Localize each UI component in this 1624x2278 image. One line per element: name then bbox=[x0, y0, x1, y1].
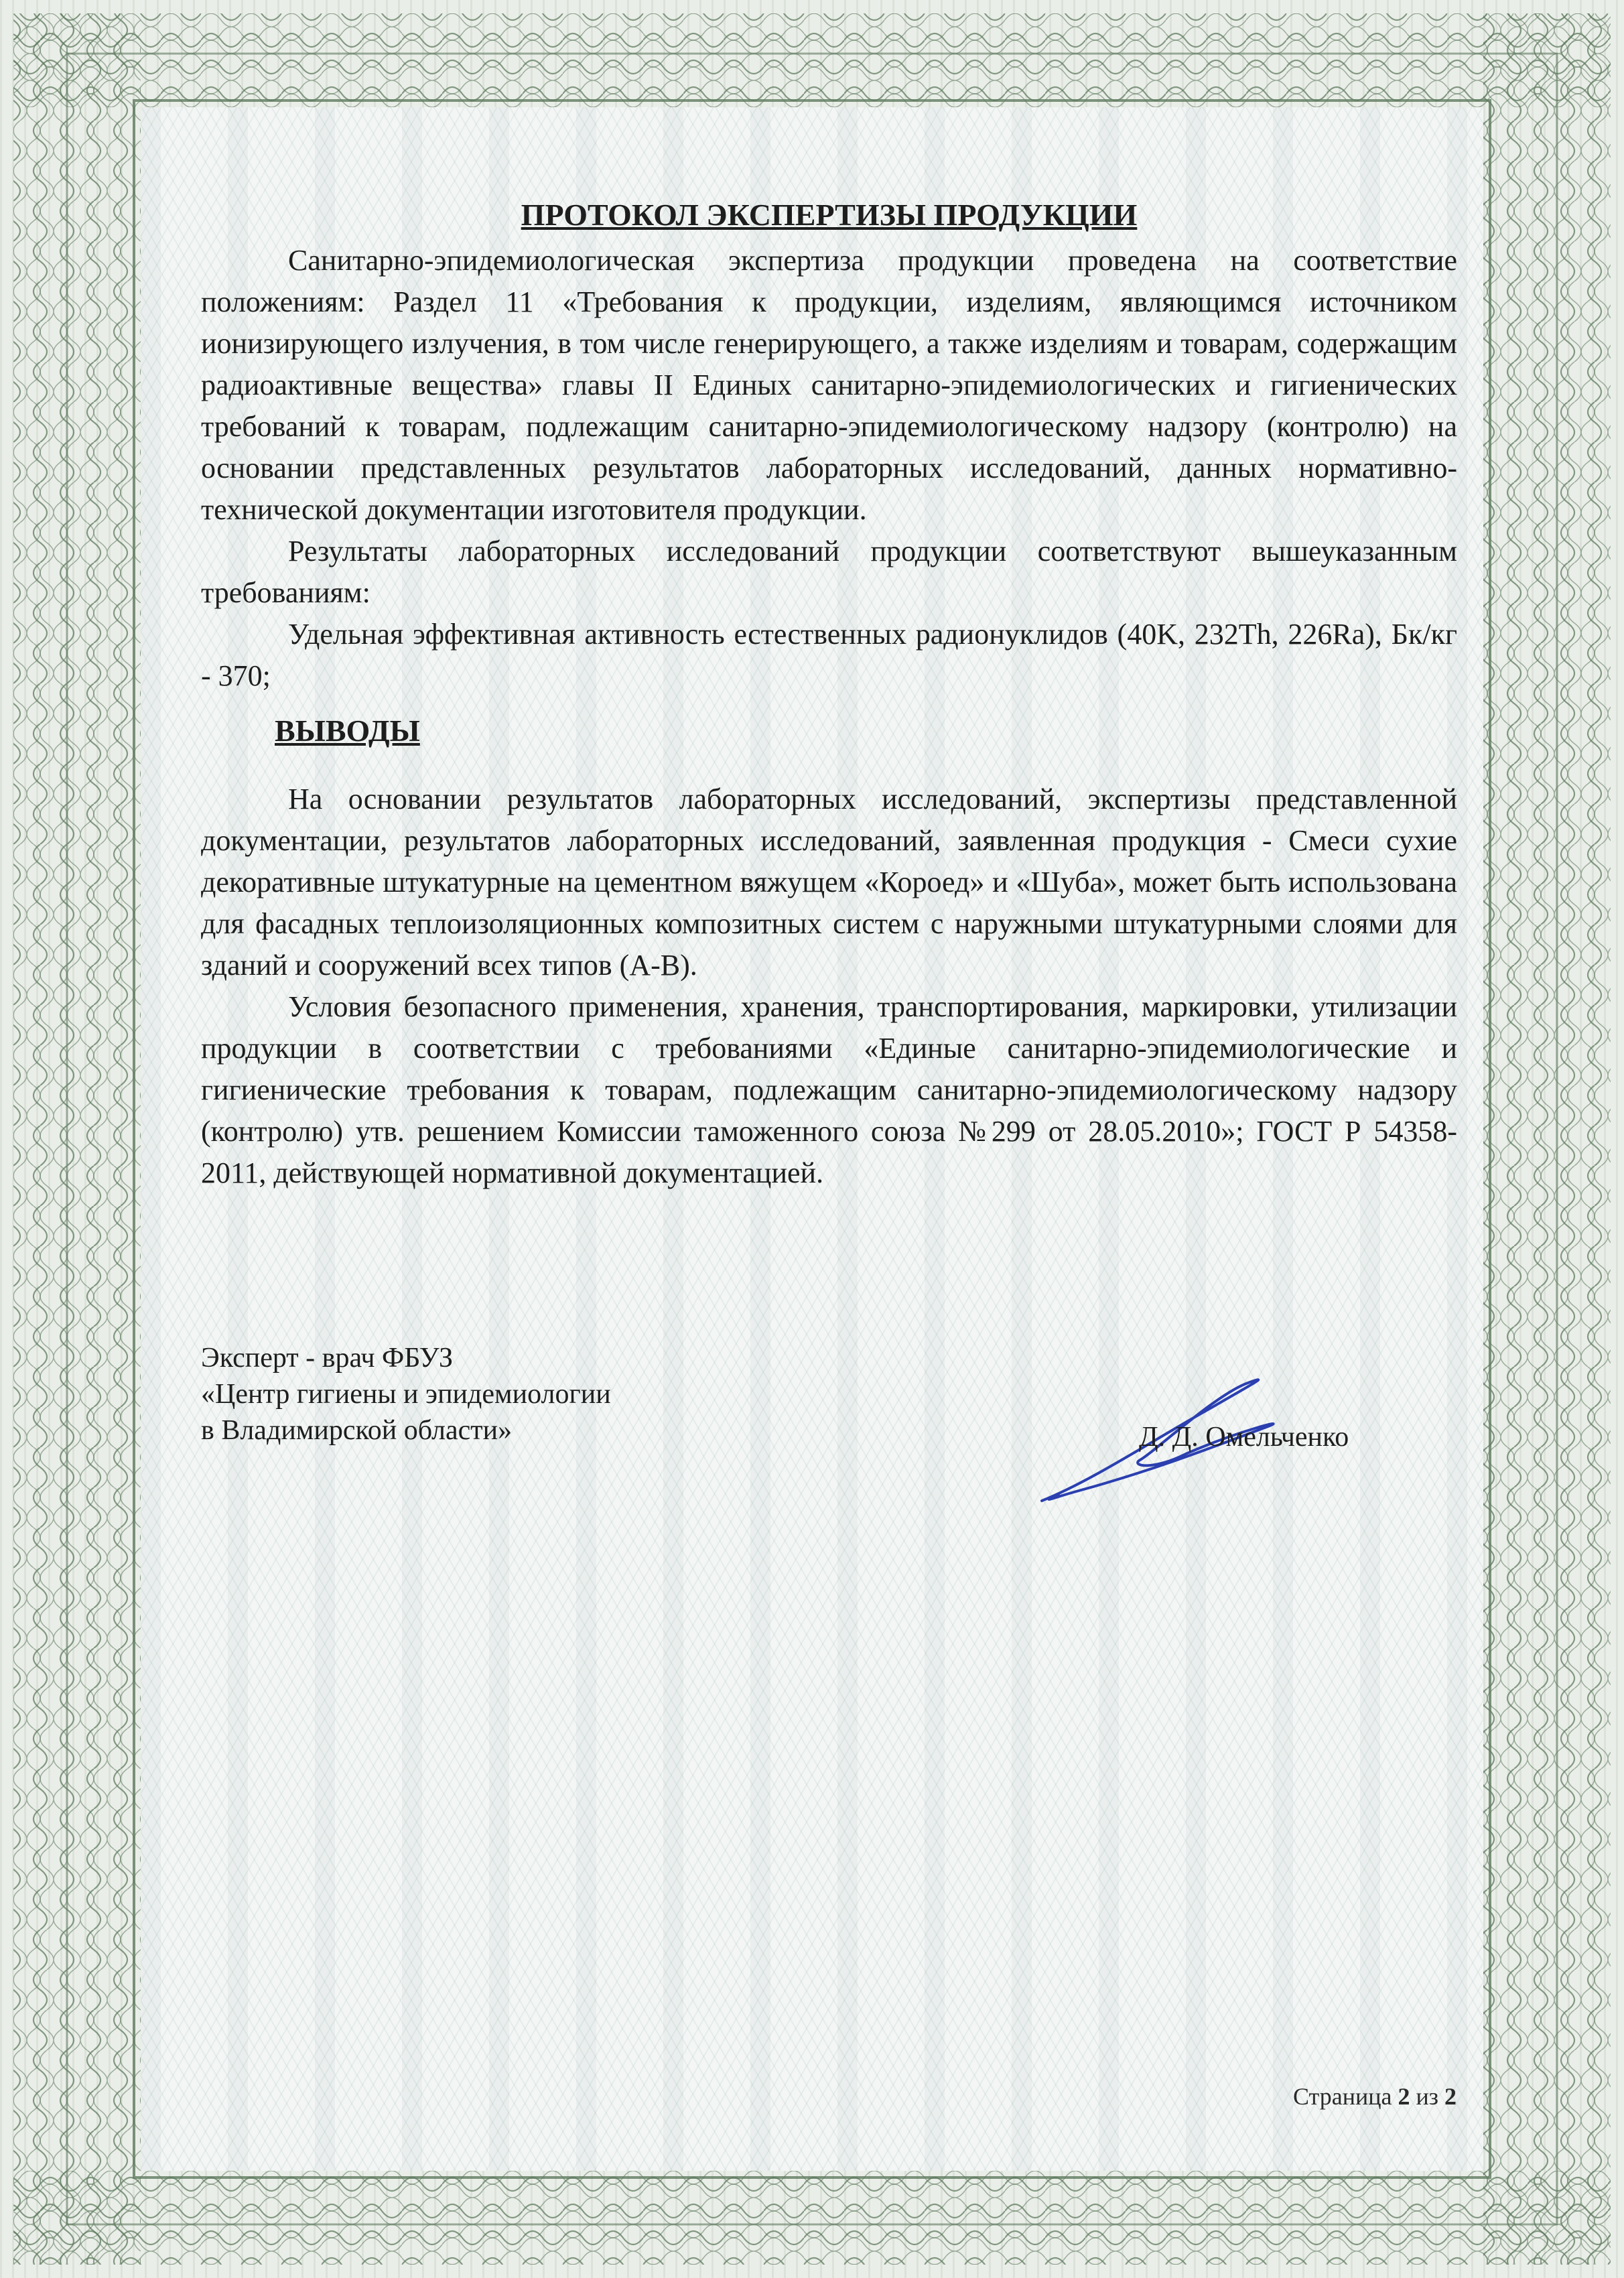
document-body bbox=[201, 194, 1457, 1194]
paragraph-3: Удельная эффективная активность естественных радионуклидов (40K, 232Th, 226Ra), Бк/кг - 370; bbox=[201, 618, 1457, 692]
page-of-label: из bbox=[1416, 2083, 1438, 2110]
paragraph-1: Санитарно-эпидемиологическая экспертиза продукции проведена на соответствие положениям: Раздел 11 «Требования к продукции, изделиям, являющимся источником ионизирующего излучения, в том числе генерирующего, а также изделиям и товарам, содержащим радиоактивные вещества» главы II Единых санитарно-эпидемиологических и гигиенических требований к товарам, подлежащим санитарно-эпидемиологическому надзору (контролю) на основании представленных результатов лабораторных исследований, данных нормативно-технической документации изготовителя продукции. bbox=[201, 244, 1457, 526]
expert-title-line3: в Владимирской области» bbox=[201, 1415, 513, 1446]
paragraph-2: Результаты лабораторных исследований продукции соответствуют вышеуказанным требованиям: bbox=[201, 535, 1457, 609]
expert-name: Д. Д. Омельченко bbox=[1139, 1422, 1349, 1453]
expert-title-line2: «Центр гигиены и эпидемиологии bbox=[201, 1379, 611, 1410]
page-counter bbox=[1293, 2082, 1457, 2110]
conclusions-heading: ВЫВОДЫ bbox=[275, 714, 420, 748]
page-total: 2 bbox=[1444, 2083, 1457, 2110]
page-label: Страница bbox=[1293, 2083, 1392, 2110]
document-title: ПРОТОКОЛ ЭКСПЕРТИЗЫ ПРОДУКЦИИ bbox=[521, 198, 1138, 232]
signature-block bbox=[201, 1340, 1457, 1453]
page-number: 2 bbox=[1398, 2083, 1410, 2110]
conclusion-1: На основании результатов лабораторных исследований, экспертизы представленной документации, результатов лабораторных исследований, заявленная продукция - Смеси сухие декоративные штукатурные на цементном вяжущем «Короед» и «Шуба», может быть использована для фасадных теплоизоляционных композитных систем с наружными штукатурными слоями для зданий и сооружений всех типов (А-В). bbox=[201, 783, 1457, 982]
expert-title-line1: Эксперт - врач ФБУЗ bbox=[201, 1343, 454, 1374]
conclusion-2: Условия безопасного применения, хранения, транспортирования, маркировки, утилизации продукции в соответствии с требованиями «Единые санитарно-эпидемиологические и гигиенические требования к товарам, подлежащим санитарно-эпидемиологическому надзору (контролю) утв. решением Комиссии таможенного союза №299 от 28.05.2010»; ГОСТ Р 54358-2011, действующей нормативной документацией. bbox=[201, 990, 1457, 1189]
